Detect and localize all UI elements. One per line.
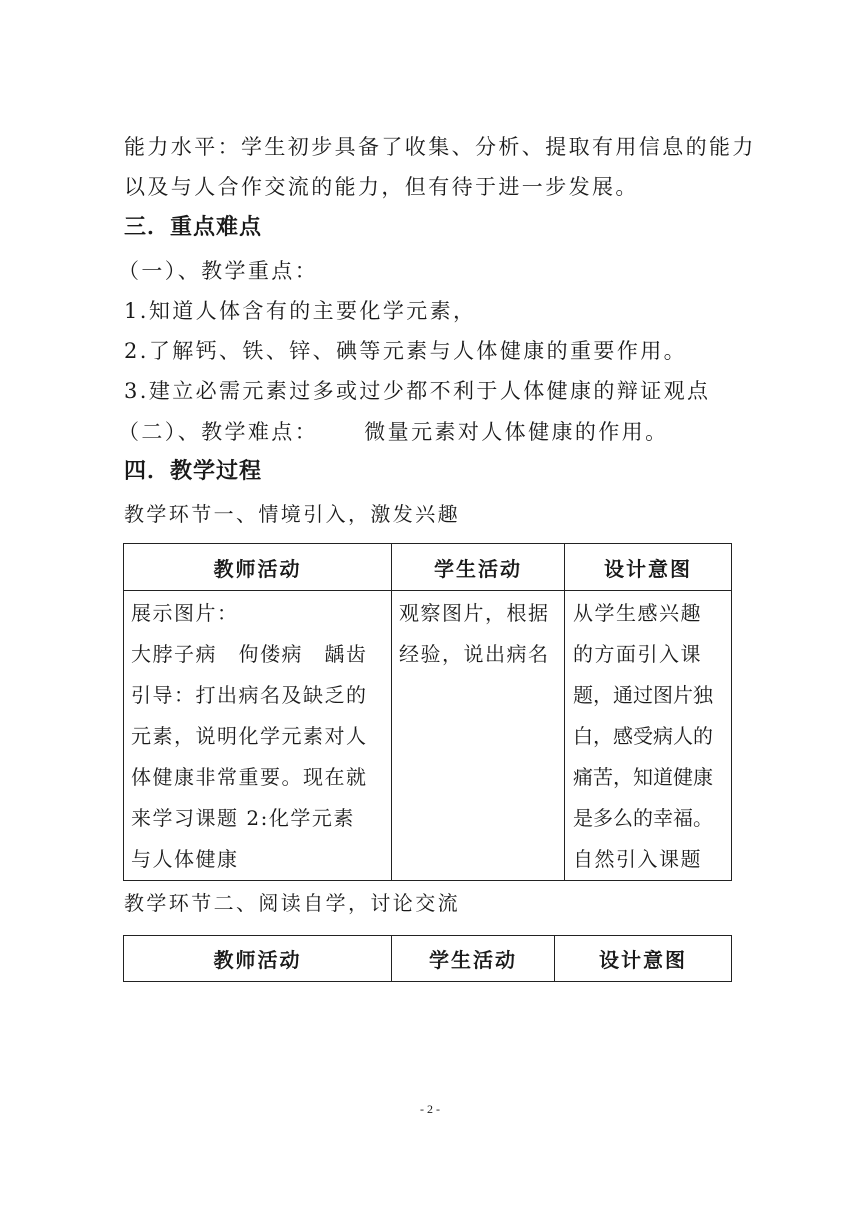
cell-line: 与人体健康 (131, 847, 239, 871)
stage-title: 教学环节一、情境引入，激发兴趣 (124, 502, 460, 526)
table-row (124, 591, 732, 881)
cell-line: 经验，说出病名 (399, 642, 550, 666)
stage-title: 教学环节二、阅读自学，讨论交流 (124, 891, 460, 915)
cell-line: 来学习课题 2:化学元素 (131, 806, 355, 830)
stage1-table (123, 543, 732, 881)
table-header-row (124, 936, 732, 982)
subsection-title (118, 418, 668, 446)
list-item: 1.知道人体含有的主要化学元素， (124, 299, 477, 323)
difficulty-label: （二）、教学难点： (118, 420, 319, 444)
cell-line: 白，感受病人的 (573, 724, 713, 748)
cell-line: 从学生感兴趣 (573, 601, 702, 625)
cell-line: 大脖子病 佝偻病 龋齿 (131, 642, 368, 666)
cell-line: 自然引入课题 (573, 847, 702, 871)
column-header: 设计意图 (555, 936, 732, 982)
cell-line: 痛苦，知道健康 (573, 765, 713, 789)
list-item: 2.了解钙、铁、锌、碘等元素与人体健康的重要作用。 (124, 339, 688, 363)
cell-line: 元素，说明化学元素对人 (131, 724, 368, 748)
cell-line: 题，通过图片独 (573, 683, 713, 707)
section-heading: 四．教学过程 (124, 459, 263, 484)
list-item: 3.建立必需元素过多或过少都不利于人体健康的辩证观点 (124, 379, 711, 403)
subsection-title: （一）、教学重点： (118, 259, 319, 283)
cell-line: 体健康非常重要。现在就 (131, 765, 368, 789)
column-header: 设计意图 (565, 544, 732, 591)
cell-line: 观察图片，根据 (399, 601, 550, 625)
cell-line: 的方面引入课 (573, 642, 702, 666)
page-number: - 2 - (420, 1102, 440, 1116)
section-heading: 三．重点难点 (124, 215, 263, 240)
cell-line: 展示图片： (131, 601, 239, 625)
student-activity-cell (392, 591, 565, 881)
column-header: 教师活动 (124, 544, 392, 591)
stage2-table (123, 935, 732, 982)
table-header-row (124, 544, 732, 591)
column-header: 教师活动 (124, 936, 392, 982)
paragraph-line: 以及与人合作交流的能力，但有待于进一步发展。 (124, 175, 639, 199)
column-header: 学生活动 (392, 936, 555, 982)
column-header: 学生活动 (392, 544, 565, 591)
cell-line: 引导：打出病名及缺乏的 (131, 683, 368, 707)
difficulty-text: 微量元素对人体健康的作用。 (364, 420, 669, 444)
design-intent-cell (565, 591, 732, 881)
cell-line: 是多么的幸福。 (573, 806, 713, 830)
teacher-activity-cell (124, 591, 392, 881)
paragraph-line: 能力水平：学生初步具备了收集、分析、提取有用信息的能力 (124, 135, 756, 159)
